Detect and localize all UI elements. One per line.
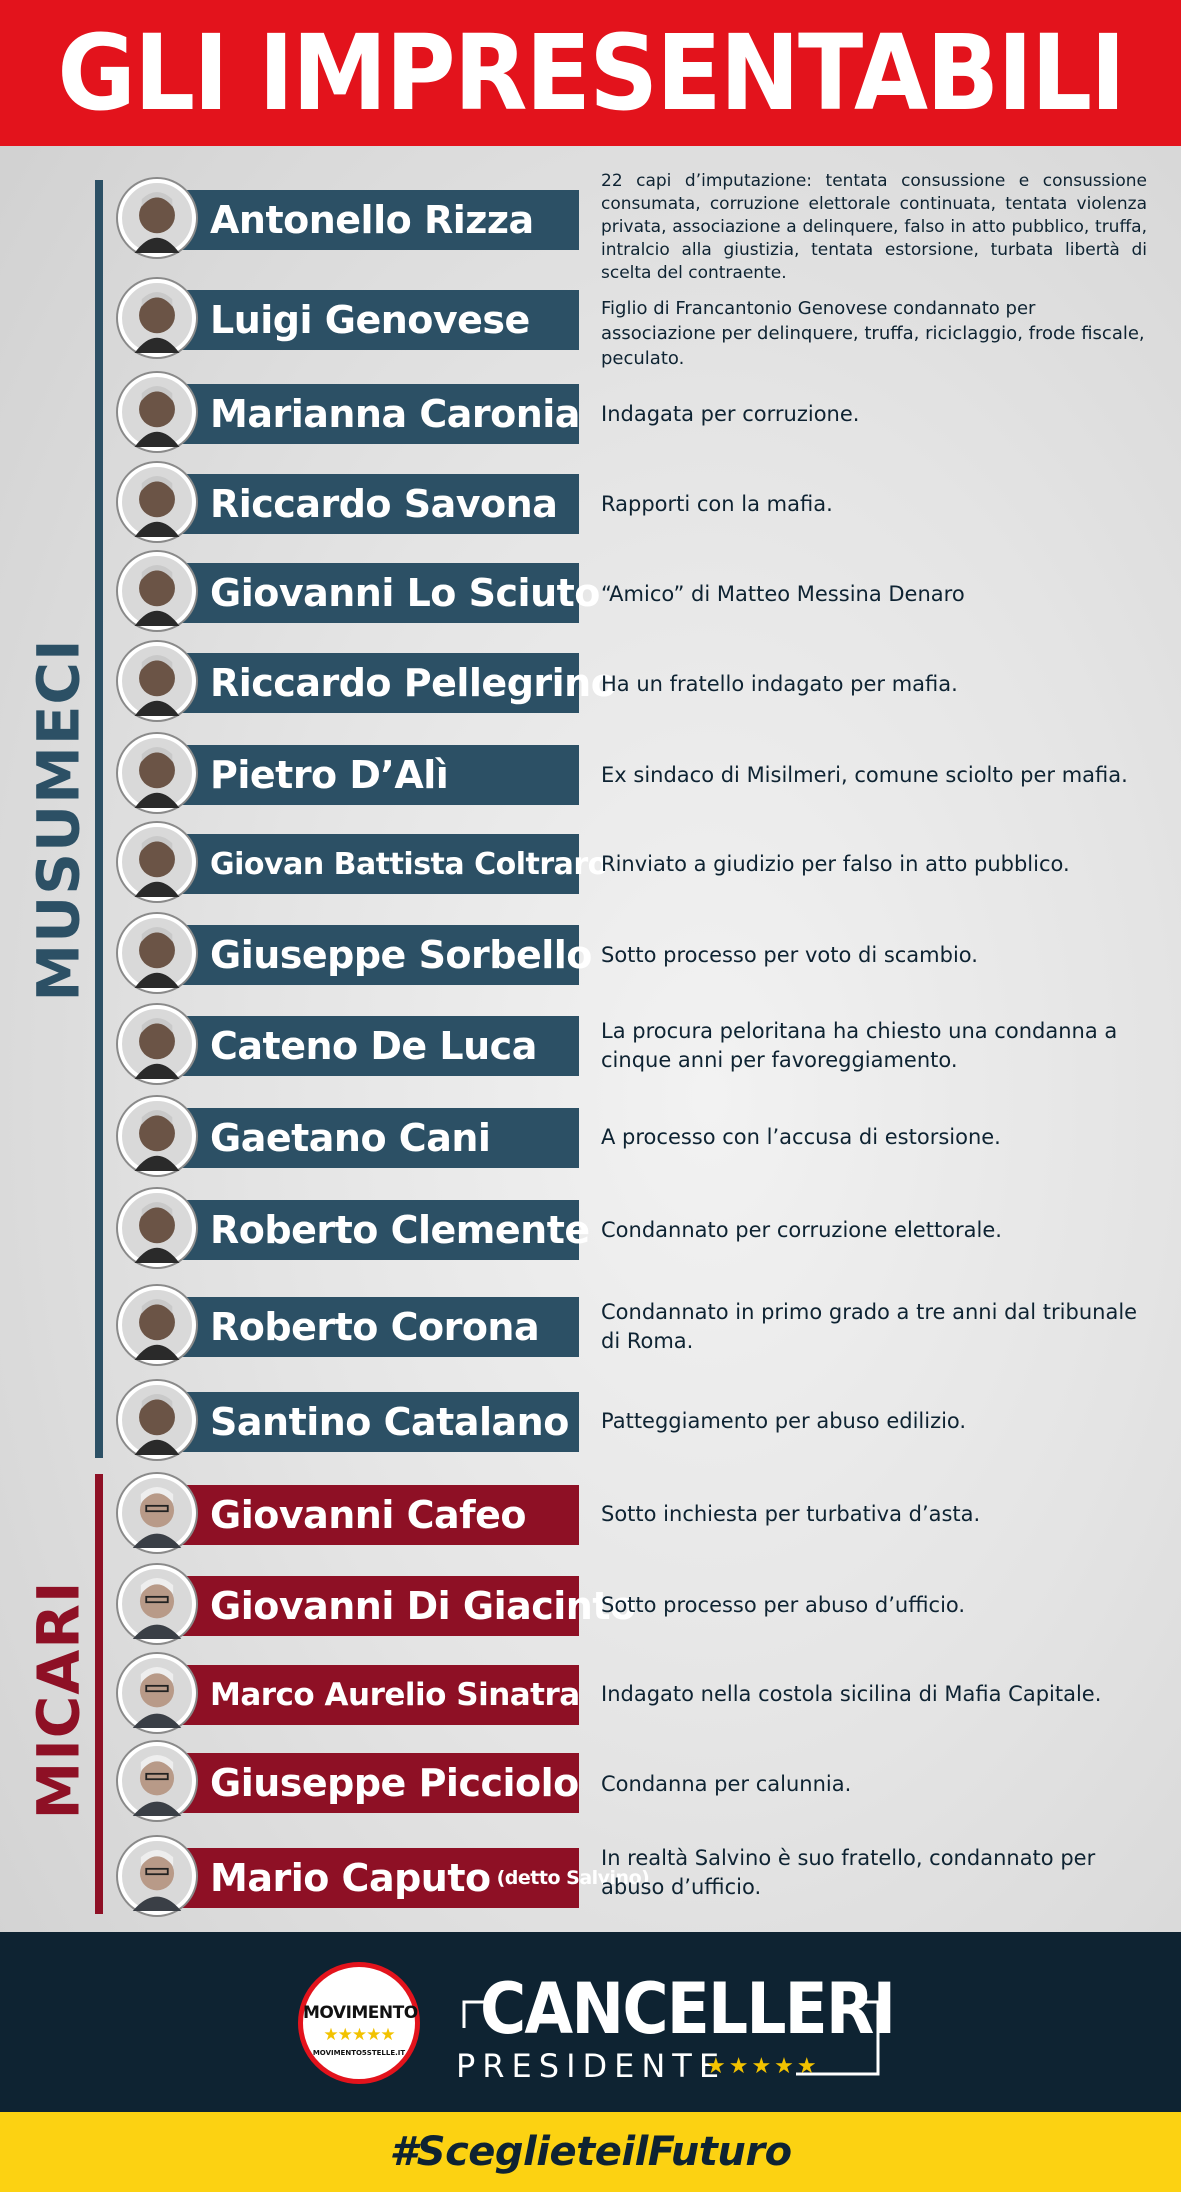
stars-icon: ★★★★★	[706, 2054, 820, 2079]
candidate-description: Ha un fratello indagato per mafia.	[601, 672, 958, 696]
hashtag-band	[0, 2112, 1181, 2192]
candidate-photo	[118, 552, 196, 630]
candidate-name-bar	[176, 190, 579, 250]
candidate-description: Indagata per corruzione.	[601, 402, 860, 426]
candidate-photo	[118, 1005, 196, 1083]
candidate-nickname: (detto Salvino)	[496, 1867, 650, 1889]
candidate-photo	[118, 642, 196, 720]
candidate-description: 22 capi d’imputazione: tentata consussione e consussione consumata, corruzione elettorale continuata, tentata violenza privata, associazione a delinquere, falso in atto pubblico, truffa, intralcio alla giustizia, tentata estorsione, turbata libertà di scelta del contraente.	[601, 171, 1147, 283]
candidate-name-bar	[176, 1848, 650, 1908]
candidate-name-bar	[176, 290, 579, 350]
candidate-photo	[118, 1381, 196, 1459]
group-label: MICARI	[24, 1580, 92, 1820]
candidate-name: Giovanni Cafeo	[210, 1493, 527, 1537]
candidate-description: Condannato per corruzione elettorale.	[601, 1218, 1002, 1242]
candidate-photo	[118, 1286, 196, 1364]
candidate-description: Condannato in primo grado a tre anni dal tribunale di Roma.	[601, 1300, 1138, 1353]
candidate-name: Giuseppe Picciolo	[210, 1761, 579, 1805]
candidate-name-bar	[176, 563, 600, 623]
candidate-photo	[118, 1565, 196, 1643]
candidate-photo	[118, 1474, 196, 1552]
header-banner	[0, 0, 1181, 146]
candidate-name-bar	[176, 1200, 590, 1260]
candidate-photo	[118, 1837, 196, 1915]
candidate-name: Riccardo Savona	[210, 482, 558, 526]
candidate-photo	[118, 1742, 196, 1820]
candidate-name-bar	[176, 925, 592, 985]
candidate-description: Rinviato a giudizio per falso in atto pubblico.	[601, 852, 1070, 876]
candidate-name-bar	[176, 745, 579, 805]
candidate-name-bar	[176, 1753, 579, 1813]
candidate-photo	[118, 463, 196, 541]
candidate-description: Sotto inchiesta per turbativa d’asta.	[601, 1502, 981, 1526]
candidate-name: Gaetano Cani	[210, 1116, 491, 1160]
candidate-description: A processo con l’accusa di estorsione.	[601, 1125, 1001, 1149]
logo-word: MOVIMENTO	[303, 2003, 418, 2023]
candidate-name: Marianna Caronia	[210, 392, 580, 436]
candidate-name: Luigi Genovese	[210, 298, 530, 342]
candidate-name-bar	[176, 1485, 579, 1545]
candidate-description: In realtà Salvino è suo fratello, condannato per abuso d’ufficio.	[601, 1846, 1096, 1899]
candidate-photo	[118, 179, 196, 257]
candidate-name: Mario Caputo	[210, 1856, 491, 1900]
candidate-name: Giovanni Lo Sciuto	[210, 571, 600, 615]
candidate-name-bar	[176, 1016, 579, 1076]
logo-stars-icon: ★★★★★	[323, 2025, 395, 2045]
candidate-photo	[118, 823, 196, 901]
logo-url: MOVIMENTO5STELLE.IT	[312, 2049, 406, 2057]
candidate-name: Roberto Clemente	[210, 1208, 590, 1252]
candidate-name: Antonello Rizza	[210, 198, 534, 242]
candidate-name-bar	[176, 653, 617, 713]
candidate-photo	[118, 373, 196, 451]
candidate-photo	[118, 914, 196, 992]
candidate-name: CANCELLERI	[480, 1968, 895, 2050]
candidate-description: “Amico” di Matteo Messina Denaro	[601, 582, 965, 606]
candidate-photo	[118, 1097, 196, 1175]
candidate-name: Giovan Battista Coltraro	[210, 846, 608, 882]
candidate-description: Rapporti con la mafia.	[601, 492, 833, 516]
candidate-name-bar	[176, 834, 608, 894]
hashtag: #SceglieteilFuturo	[389, 2129, 792, 2175]
candidate-description: Indagato nella costola sicilina di Mafia Capitale.	[601, 1682, 1102, 1706]
candidate-photo	[118, 279, 196, 357]
candidate-name-bar	[176, 474, 579, 534]
candidate-photo	[118, 1189, 196, 1267]
candidate-name: Giuseppe Sorbello	[210, 933, 592, 977]
candidate-photo	[118, 1654, 196, 1732]
candidate-photo	[118, 734, 196, 812]
candidate-name-bar	[176, 1297, 579, 1357]
candidate-name: Cateno De Luca	[210, 1024, 537, 1068]
candidate-name: Riccardo Pellegrino	[210, 661, 617, 705]
candidate-description: Sotto processo per abuso d’ufficio.	[601, 1593, 966, 1617]
candidate-name: Roberto Corona	[210, 1305, 540, 1349]
candidate-name: Santino Catalano	[210, 1400, 569, 1444]
group-divider	[95, 180, 103, 1458]
candidate-name-bar	[176, 1665, 579, 1725]
candidate-name-bar	[176, 1576, 636, 1636]
footer-banner	[0, 1932, 1181, 2112]
candidate-name: Pietro D’Alì	[210, 753, 449, 797]
group-divider	[95, 1474, 103, 1914]
candidate-description: Figlio di Francantonio Genovese condannato per associazione per delinquere, truffa, riciclaggio, frode fiscale, peculato.	[601, 298, 1145, 370]
candidate-name-bar	[176, 1108, 579, 1168]
group-label: MUSUMECI	[24, 638, 93, 1002]
candidate-name: Giovanni Di Giacinto	[210, 1584, 636, 1628]
movimento-logo	[298, 1962, 420, 2084]
candidate-description: La procura peloritana ha chiesto una condanna a cinque anni per favoreggiamento.	[601, 1019, 1118, 1072]
candidate-description: Sotto processo per voto di scambio.	[601, 943, 978, 967]
candidate-name-bar	[176, 384, 579, 444]
candidate-description: Ex sindaco di Misilmeri, comune sciolto per mafia.	[601, 763, 1128, 787]
page-title: GLI IMPRESENTABILI	[57, 12, 1124, 134]
candidate-name-bar	[176, 1392, 579, 1452]
candidate-description: Condanna per calunnia.	[601, 1772, 852, 1796]
candidate-name: Marco Aurelio Sinatra	[210, 1677, 580, 1713]
candidate-role: PRESIDENTE	[456, 2047, 727, 2085]
candidate-description: Patteggiamento per abuso edilizio.	[601, 1409, 967, 1433]
